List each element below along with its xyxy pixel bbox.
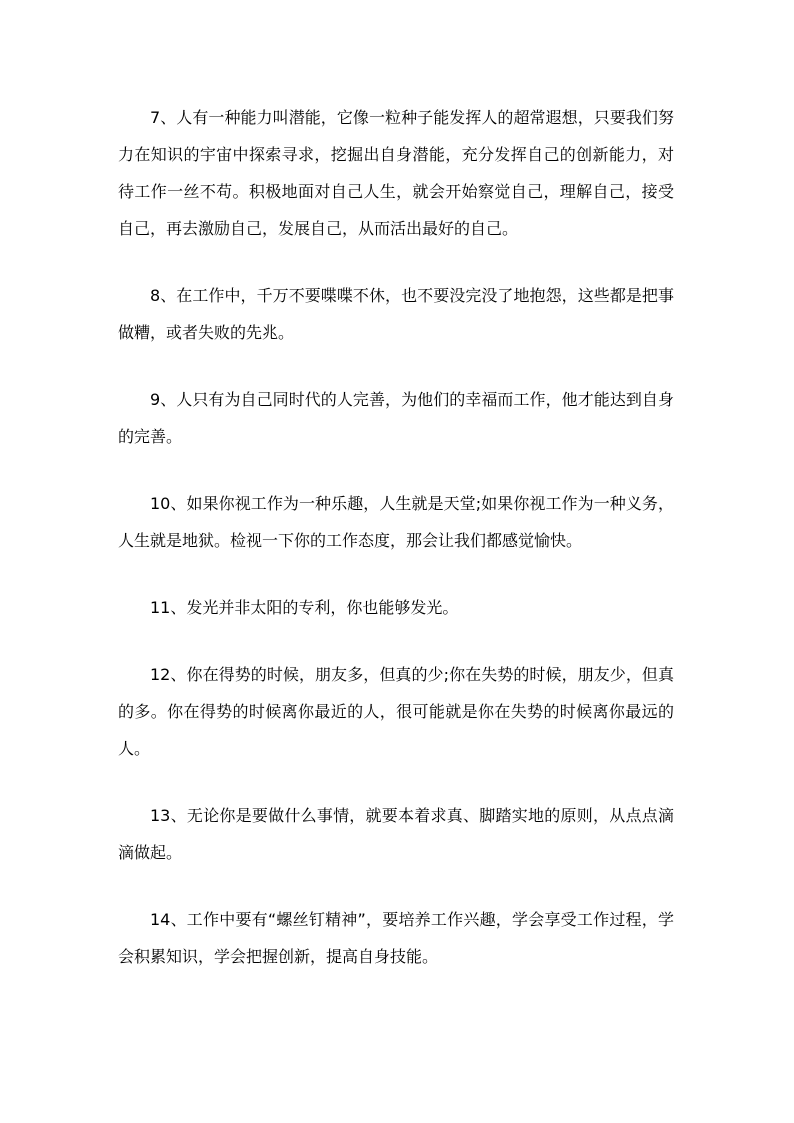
paragraph-9: 9、人只有为自己同时代的人完善，为他们的幸福而工作，他才能达到自身的完善。 [118, 390, 674, 446]
paragraph-11: 11、发光并非太阳的专利，你也能够发光。 [150, 598, 459, 617]
paragraph-13: 13、无论你是要做什么事情，就要本着求真、脚踏实地的原则，从点点滴滴做起。 [118, 806, 674, 862]
paragraph-7: 7、人有一种能力叫潜能，它像一粒种子能发挥人的超常遐想，只要我们努力在知识的宇宙中探索寻求，挖掘出自身潜能，充分发挥自己的创新能力，对待工作一丝不苟。积极地面对自己人生，就会开始察觉自己，理解自己，接受自己，再去激励自己，发展自己，从而活出最好的自己。 [118, 108, 674, 238]
paragraph-14: 14、工作中要有“螺丝钉精神”，要培养工作兴趣，学会享受工作过程，学会积累知识，学会把握创新，提高自身技能。 [118, 910, 674, 966]
paragraph-8: 8、在工作中，千万不要喋喋不休，也不要没完没了地抱怨，这些都是把事做糟，或者失败的先兆。 [118, 286, 674, 342]
paragraph-12: 12、你在得势的时候，朋友多，但真的少;你在失势的时候，朋友少，但真的多。你在得势的时候离你最近的人，很可能就是你在失势的时候离你最远的人。 [118, 665, 674, 758]
paragraph-10: 10、如果你视工作为一种乐趣，人生就是天堂;如果你视工作为一种义务，人生就是地狱。检视一下你的工作态度，那会让我们都感觉愉快。 [118, 494, 674, 550]
document-body [118, 99, 674, 1005]
